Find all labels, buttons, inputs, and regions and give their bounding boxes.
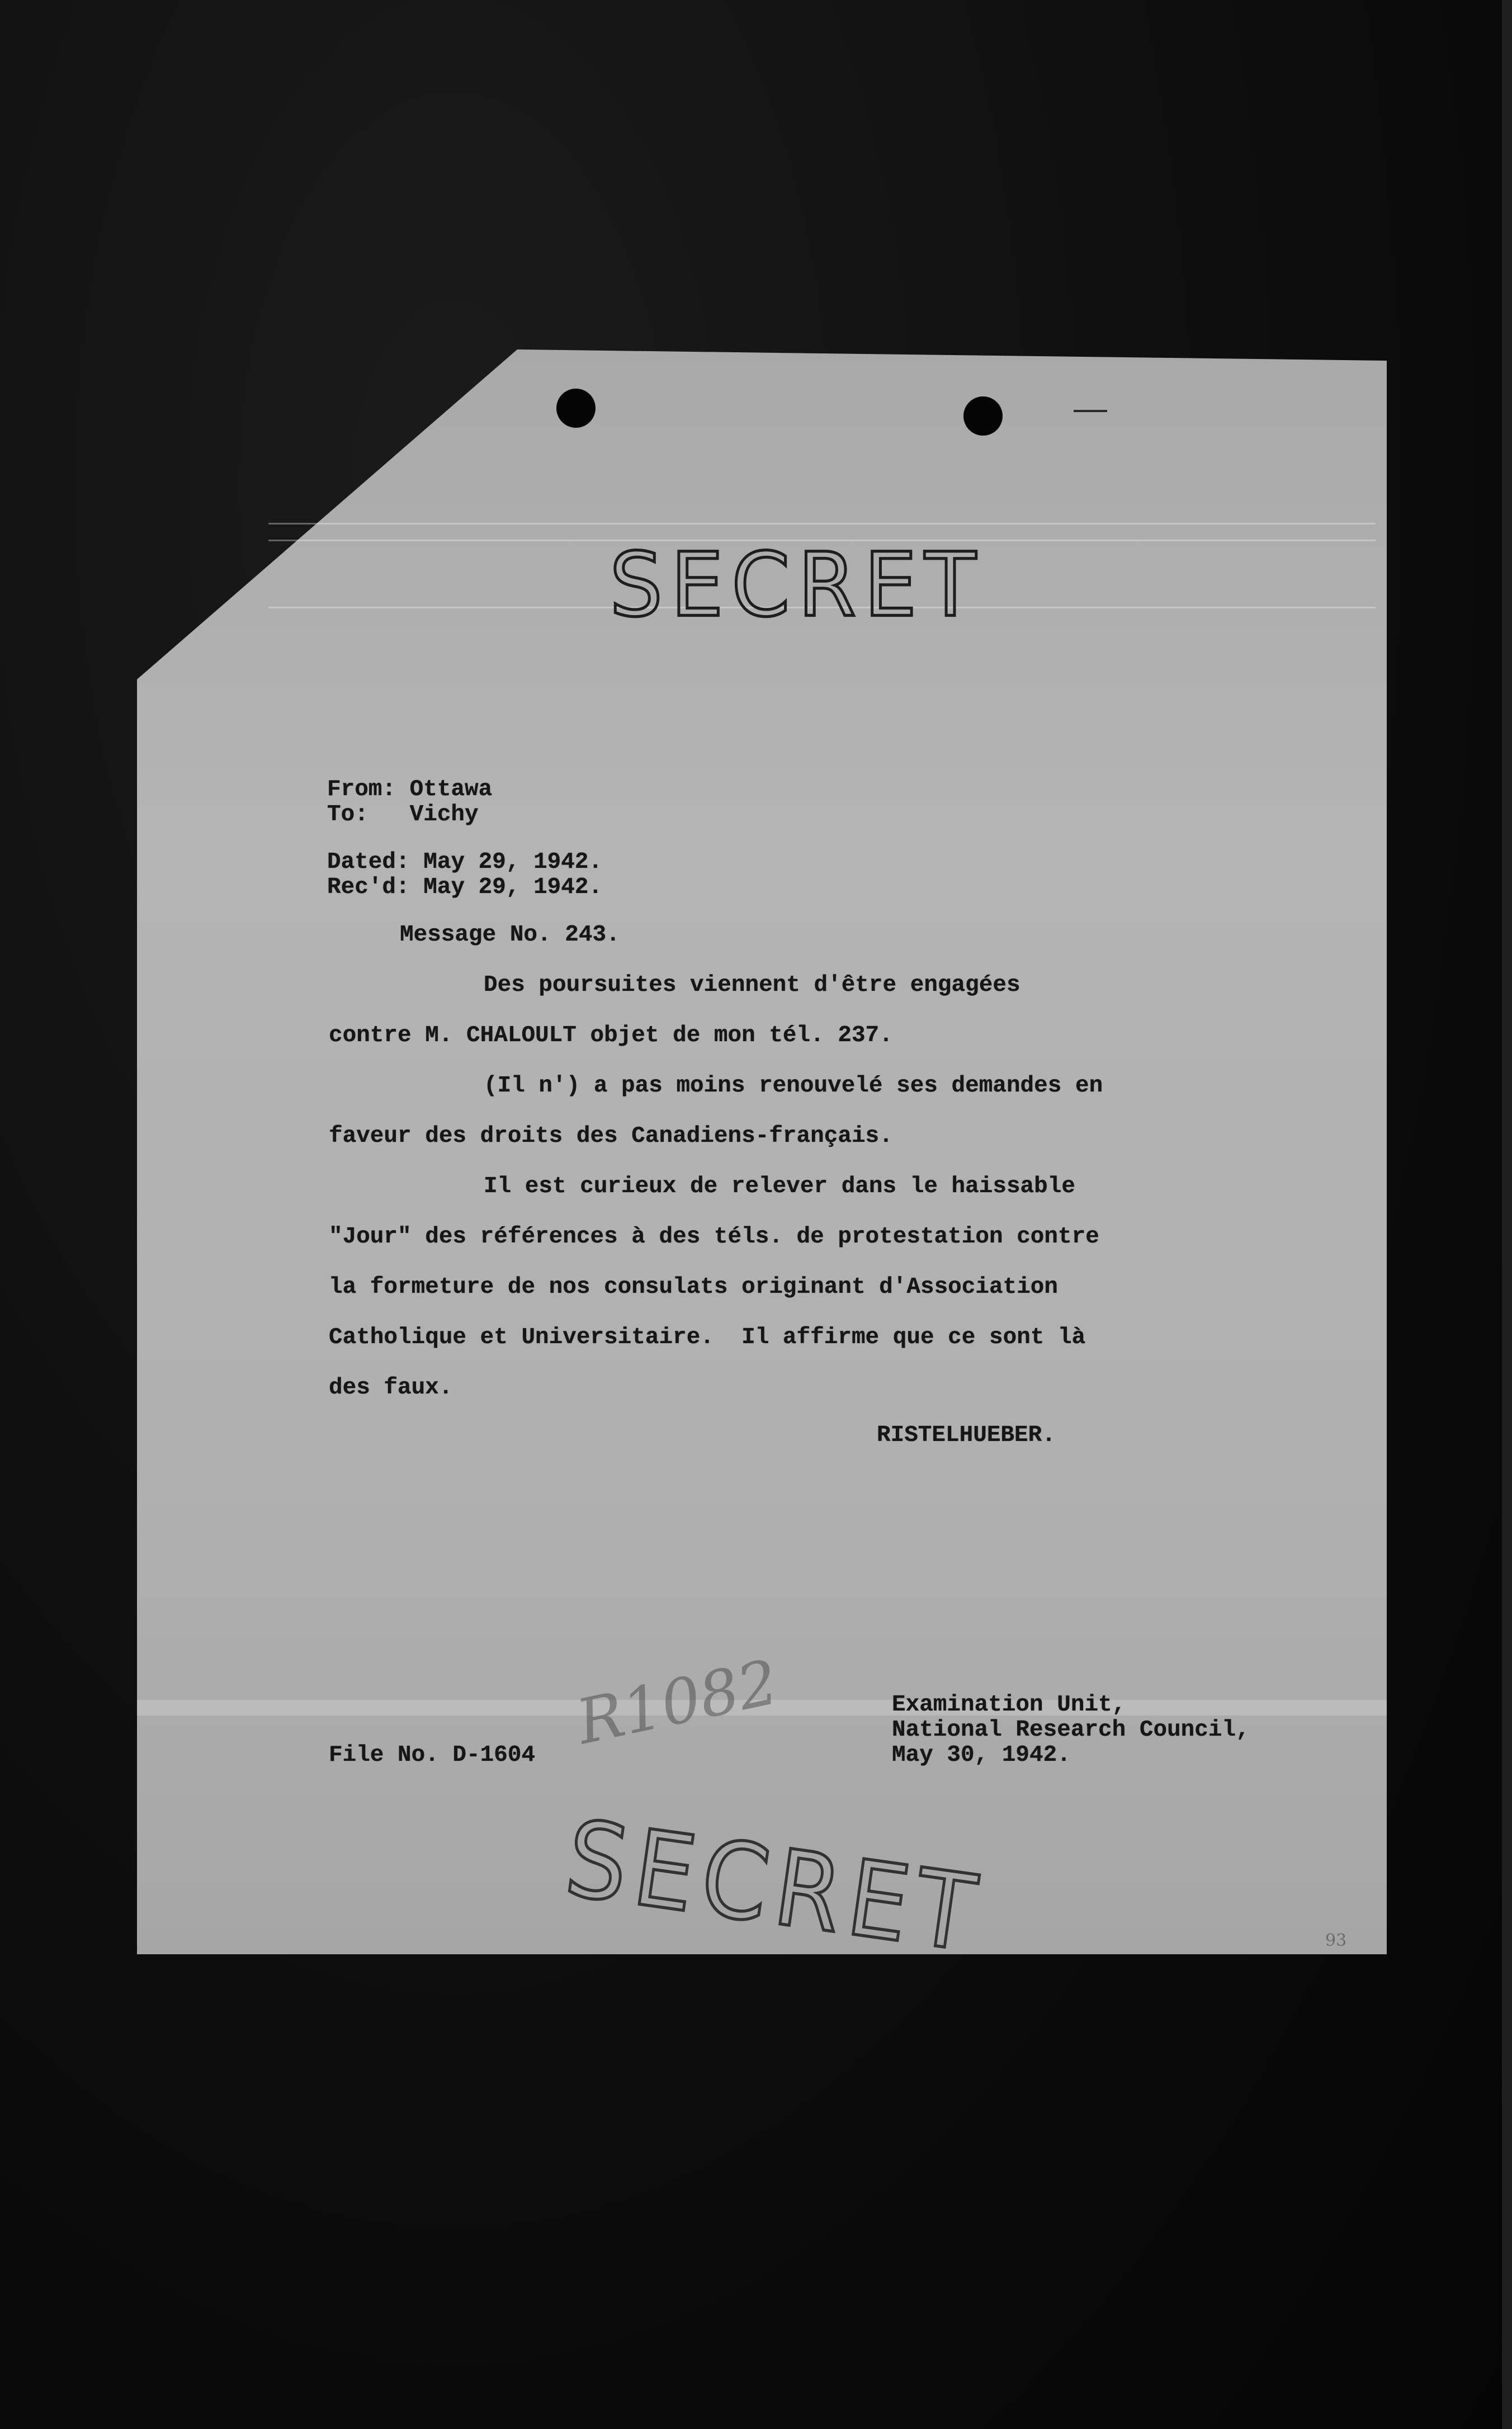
received-value: May 29, 1942. xyxy=(423,875,603,900)
body-line-7: la formeture de nos consulats originant d'Association xyxy=(329,1274,1059,1300)
from-value: Ottawa xyxy=(409,777,493,802)
to-value: Vichy xyxy=(409,802,479,828)
body-line-3: (Il n') a pas moins renouvelé ses demandes en xyxy=(484,1073,1103,1099)
message-number: Message No. 243. xyxy=(400,922,620,948)
dated-line xyxy=(327,849,602,876)
footer-line-2: National Research Council, xyxy=(892,1717,1250,1743)
received-label: Rec'd: xyxy=(327,875,410,900)
to-line xyxy=(327,801,479,828)
secret-stamp-top: SECRET xyxy=(609,534,984,637)
secret-stamp-bottom: SECRET xyxy=(559,1798,990,1977)
punch-hole-right xyxy=(963,396,1003,436)
dated-value: May 29, 1942. xyxy=(423,849,603,875)
received-line xyxy=(327,874,602,901)
dated-label: Dated: xyxy=(327,849,410,875)
body-line-6: "Jour" des références à des téls. de protestation contre xyxy=(329,1224,1099,1250)
punch-hole-left xyxy=(556,389,596,428)
to-label: To: xyxy=(327,802,368,828)
body-line-4: faveur des droits des Canadiens-français. xyxy=(329,1123,893,1149)
body-line-8: Catholique et Universitaire. Il affirme que ce sont là xyxy=(329,1325,1086,1350)
body-line-9: des faux. xyxy=(329,1375,453,1401)
file-number: File No. D-1604 xyxy=(329,1742,536,1768)
handwritten-note: R1082 xyxy=(570,1646,785,1759)
footer-line-3: May 30, 1942. xyxy=(892,1742,1071,1768)
footer-line-1: Examination Unit, xyxy=(892,1692,1126,1718)
scan-artifact-line xyxy=(268,523,1376,524)
body-line-1: Des poursuites viennent d'être engagées xyxy=(484,972,1020,998)
from-label: From: xyxy=(327,777,396,802)
from-line xyxy=(327,776,492,803)
film-edge xyxy=(1502,0,1512,2429)
body-line-2: contre M. CHALOULT objet de mon tél. 237. xyxy=(329,1023,893,1048)
body-line-5: Il est curieux de relever dans le haissable xyxy=(484,1174,1075,1199)
page-mark: 93 xyxy=(1325,1931,1347,1950)
signature: RISTELHUEBER. xyxy=(877,1423,1056,1448)
pencil-dash xyxy=(1074,410,1107,412)
